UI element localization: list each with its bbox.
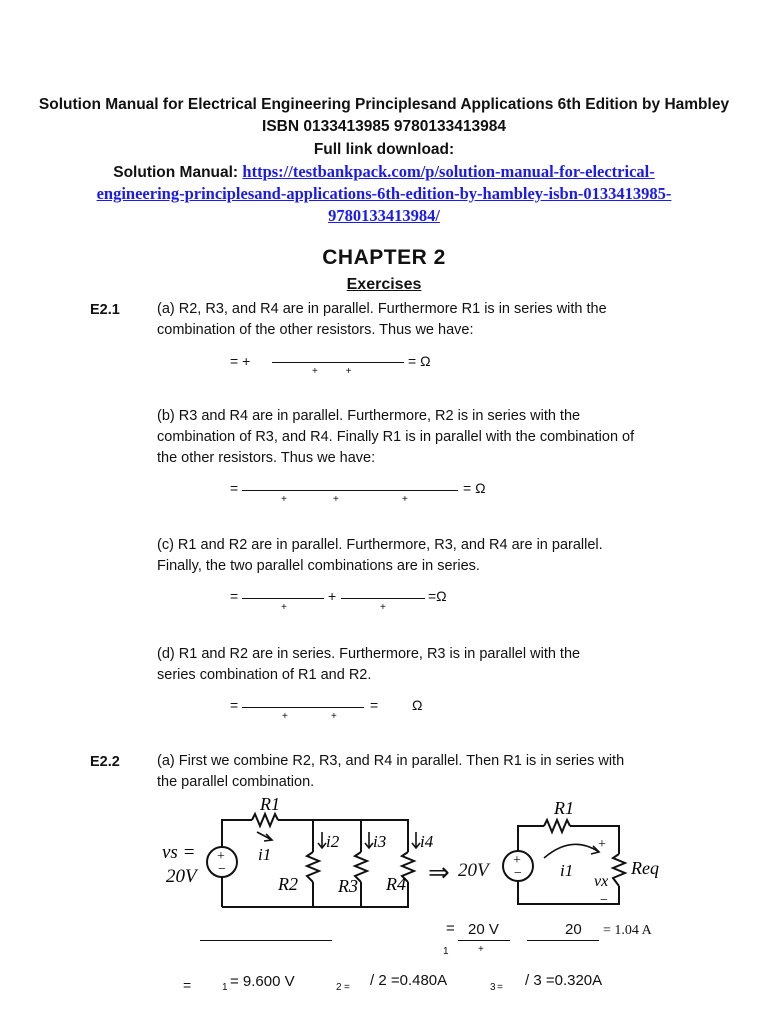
e21-a-eq-right: = Ω [408, 353, 431, 369]
e22-eq2-value1: = 9.600 V [230, 973, 295, 990]
e22-eq2-sub3: 3 [490, 982, 496, 993]
e21-c-eq-right: =Ω [428, 588, 447, 604]
e21-d-omega: Ω [412, 697, 423, 713]
e22-eq1-result: = 1.04 A [603, 923, 652, 938]
e22-a-text-2: the parallel combination. [157, 774, 315, 790]
e22-eq1-fraction-bar-2 [527, 940, 599, 941]
i2-label: i2 [326, 832, 340, 851]
e22-eq2-value3: / 3 =0.320A [525, 972, 603, 989]
e21-c-eq-mid: + [328, 588, 337, 604]
download-link-part2[interactable]: engineering-principlesand-applications-6th-edition-by-hambley-isbn-0133413985- [96, 184, 672, 203]
circuit-diagram-original [160, 792, 450, 912]
eq-source-plus-sign: + [513, 853, 521, 868]
i3-label: i3 [373, 832, 387, 851]
wire-bottom [222, 882, 408, 907]
eq-loop-current-arc [544, 844, 599, 858]
e21-d-text-1: (d) R1 and R2 are in series. Furthermore, R3 is in parallel with the [157, 646, 581, 662]
e21-c-fraction-bar-2 [341, 598, 425, 599]
eq-req-label: Req [631, 858, 659, 878]
exercise-label-e22: E2.2 [90, 754, 120, 770]
e21-a-denominator: + + [312, 366, 352, 377]
eq-i1-label: i1 [560, 861, 574, 880]
e21-c-eq-left: = [230, 588, 239, 604]
doc-download-line: Full link download: [313, 141, 455, 158]
wire-top-right [278, 820, 408, 852]
e22-eq2-eqs2: = [344, 982, 350, 993]
e22-eq1-plus: + [478, 944, 484, 955]
exercises-heading: Exercises [346, 276, 422, 293]
e21-c-plus-2: + [380, 602, 386, 613]
doc-isbn-line: ISBN 0133413985 9780133413984 [262, 118, 506, 135]
doc-link-line2 [0, 184, 768, 204]
e21-d-eq-right: = [370, 697, 379, 713]
e21-b-eq-left: = [230, 480, 239, 496]
r1-label: R1 [260, 794, 280, 814]
e22-eq1-fraction-bar [458, 940, 510, 941]
e21-b-plus-1: + [281, 494, 287, 505]
equivalent-source-value: 20V [458, 860, 489, 881]
e22-eq2-sub1: 1 [222, 982, 228, 993]
e21-a-text-2: combination of the other resistors. Thus we have: [157, 322, 474, 338]
e22-eq1-numerator-2: 20 [565, 921, 582, 938]
e21-b-fraction-bar [242, 490, 458, 491]
wire-top-left [222, 820, 252, 822]
e21-b-eq-right: = Ω [463, 480, 486, 496]
e21-a-text-1: (a) R2, R3, and R4 are in parallel. Furthermore R1 is in series with the [157, 301, 607, 317]
e21-c-text-1: (c) R1 and R2 are in parallel. Furthermore, R3, and R4 are in parallel. [157, 537, 603, 553]
e22-a-text-1: (a) First we combine R2, R3, and R4 in parallel. Then R1 is in series with [157, 753, 625, 769]
doc-link-line3 [0, 206, 768, 226]
eq-resistor-req-zigzag [613, 854, 625, 886]
r4-label: R4 [386, 874, 406, 894]
download-link-part3[interactable]: 9780133413984/ [328, 206, 440, 225]
e21-d-plus-2: + [331, 711, 337, 722]
r2-label: R2 [278, 874, 298, 894]
e22-blank-line [200, 940, 332, 941]
eq-plus-label: + [598, 837, 606, 852]
source-plus-sign: + [217, 849, 225, 864]
e21-c-plus-1: + [281, 602, 287, 613]
i4-label: i4 [420, 832, 434, 851]
e22-eq1-subscript: 1 [443, 946, 449, 957]
resistor-r2-zigzag [307, 852, 319, 882]
e21-a-fraction-bar [272, 362, 404, 363]
eq-vx-label: vx [594, 873, 609, 890]
doc-solution-line [0, 162, 768, 182]
equivalent-arrow: ⇒ [428, 858, 450, 887]
circuit-diagram-equivalent [494, 796, 674, 911]
e21-d-eq-left: = [230, 697, 239, 713]
eq-resistor-r1-zigzag [544, 820, 570, 832]
exercise-label-e21: E2.1 [90, 302, 120, 318]
e21-c-fraction-bar-1 [242, 598, 324, 599]
e21-b-text-3: the other resistors. Thus we have: [157, 450, 376, 466]
e22-eq2-equals: = [183, 977, 192, 993]
e21-d-plus-1: + [282, 711, 288, 722]
eq-r1-label: R1 [554, 798, 574, 818]
e22-eq1-equals: = [446, 920, 455, 937]
e22-eq2-eqs3: = [497, 982, 503, 993]
r3-label: R3 [338, 876, 358, 896]
chapter-heading: CHAPTER 2 [322, 246, 446, 269]
e21-d-fraction-bar [242, 707, 364, 708]
eq-wire-left-top [518, 826, 544, 851]
e21-b-plus-3: + [402, 494, 408, 505]
source-label: vs = [162, 842, 196, 863]
e21-d-text-2: series combination of R1 and R2. [157, 667, 372, 683]
eq-source-minus-sign: − [514, 866, 522, 881]
e21-b-text-1: (b) R3 and R4 are in parallel. Furthermore, R2 is in series with the [157, 408, 581, 424]
e21-b-text-2: combination of R3, and R4. Finally R1 is in parallel with the combination of [157, 429, 635, 445]
e21-c-text-2: Finally, the two parallel combinations are in series. [157, 558, 480, 574]
doc-title-line1: Solution Manual for Electrical Engineering Principlesand Applications 6th Edition by Hambley [38, 96, 730, 113]
e21-a-eq-left: = + [230, 353, 251, 369]
e22-eq2-sub2: 2 [336, 982, 342, 993]
source-value: 20V [166, 866, 197, 887]
e21-b-plus-2: + [333, 494, 339, 505]
source-minus-sign: − [218, 862, 226, 877]
e22-eq1-numerator: 20 V [468, 921, 499, 938]
solution-prefix: Solution Manual: [113, 164, 243, 181]
e22-eq2-value2: / 2 =0.480A [370, 972, 448, 989]
download-link-part1[interactable]: https://testbankpack.com/p/solution-manual-for-electrical- [242, 162, 655, 181]
resistor-r1-zigzag [252, 814, 278, 826]
i1-label: i1 [258, 845, 272, 864]
eq-minus-label: − [600, 893, 608, 908]
